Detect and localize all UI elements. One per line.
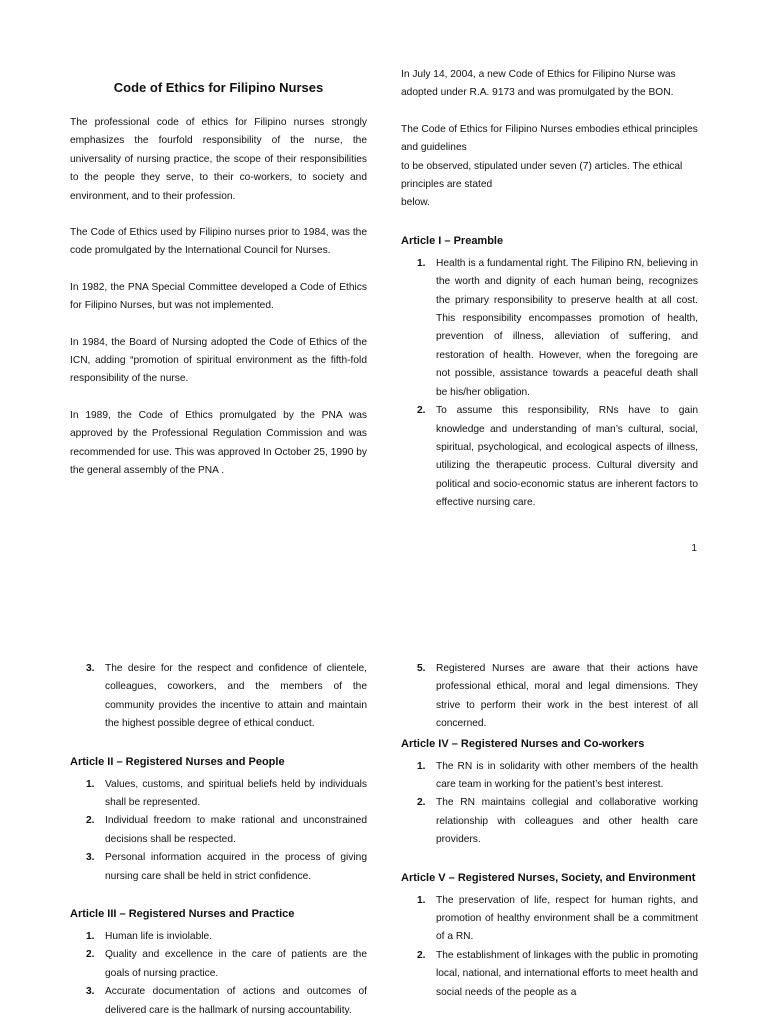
article-3-list xyxy=(70,928,367,1020)
list-item-text: The desire for the respect and confidence of clientele, colleagues, coworkers, and the members of the community provides the incentive to attain and maintain the highest possible degree of ethical conduct. xyxy=(105,663,367,730)
paragraph-embodies-line2: to be observed, stipulated under seven (7) articles. The ethical principles are stated xyxy=(401,160,683,191)
list-item-number: 5. xyxy=(417,663,426,674)
article-2-heading: Article II – Registered Nurses and People xyxy=(70,755,285,768)
list-item-text: To assume this responsibility, RNs have to gain knowledge and understanding of man’s cultural, social, spiritual, psychological, and ecological aspects of illness, utilizing the therapeutic process. Cultural diversity and political and socio-economic status are inherent factors to effective nursing care. xyxy=(436,405,698,509)
list-item-number: 3. xyxy=(86,986,95,998)
list-item xyxy=(70,983,367,1020)
list-item-text: The establishment of linkages with the public in promoting local, national, and international efforts to meet health and social needs of the people as a xyxy=(436,949,698,998)
list-item-text: Personal information acquired in the process of giving nursing care shall be held in strict confidence. xyxy=(105,852,367,882)
list-item-number: 1. xyxy=(417,760,426,772)
article-4-heading: Article IV – Registered Nurses and Co-workers xyxy=(401,737,645,750)
list-item xyxy=(401,758,698,795)
list-item-number: 2. xyxy=(86,815,95,827)
list-item xyxy=(70,849,367,886)
page2-left-column xyxy=(70,660,367,1020)
paragraph-pre-1984: The Code of Ethics used by Filipino nurses prior to 1984, was the code promulgated by the International Council for Nurses. xyxy=(70,227,367,257)
list-item xyxy=(401,892,698,947)
page-number: 1 xyxy=(691,543,697,554)
list-item xyxy=(401,947,698,1002)
list-item-text: Accurate documentation of actions and outcomes of delivered care is the hallmark of nursing accountability. xyxy=(105,986,367,1016)
list-item-number: 2. xyxy=(417,797,426,809)
list-item-text: Quality and excellence in the care of patients are the goals of nursing practice. xyxy=(105,949,367,979)
paragraph-embodies-line1: The Code of Ethics for Filipino Nurses embodies ethical principles and guidelines xyxy=(401,123,698,154)
list-item-text: The RN maintains collegial and collaborative working relationship with colleagues and other health care providers. xyxy=(436,797,698,846)
list-item-number: 3. xyxy=(86,852,95,864)
paragraph-intro: The professional code of ethics for Filipino nurses strongly emphasizes the fourfold responsibility of the nurse, the universality of nursing practice, the scope of their responsibilities to the people they serve, to their co-workers, to society and environment, and to their profession. xyxy=(70,117,367,202)
list-item-number: 2. xyxy=(417,405,426,417)
list-item-text: Values, customs, and spiritual beliefs held by individuals shall be represented. xyxy=(105,778,367,809)
list-item xyxy=(401,660,698,734)
list-item-number: 1. xyxy=(417,257,426,269)
list-item xyxy=(401,794,698,849)
list-item xyxy=(70,660,367,734)
document-title: Code of Ethics for Filipino Nurses xyxy=(113,80,324,95)
page1-right-column xyxy=(401,66,698,513)
article-1-continued-list xyxy=(70,660,367,734)
page2-right-column xyxy=(401,660,698,1002)
article-1-heading: Article I – Preamble xyxy=(401,234,504,247)
list-item xyxy=(70,946,367,983)
list-item-number: 1. xyxy=(417,894,426,906)
list-item-number: 2. xyxy=(86,949,95,961)
paragraph-1989: In 1989, the Code of Ethics promulgated by the PNA was approved by the Professional Regulation Commission and was recommended for use. This was approved In October 25, 1990 by the general assembly of the PNA . xyxy=(70,409,367,477)
paragraph-embodies-line3: below. xyxy=(401,197,430,209)
list-item xyxy=(401,255,698,402)
list-item-number: 1. xyxy=(86,931,95,943)
article-5-list xyxy=(401,892,698,1002)
list-item-text: Registered Nurses are aware that their actions have professional ethical, moral and legal dimensions. They strive to perform their work in the best interest of all concerned. xyxy=(436,663,698,730)
list-item-number: 3. xyxy=(86,663,95,674)
article-2-list xyxy=(70,776,367,886)
paragraph-1982: In 1982, the PNA Special Committee developed a Code of Ethics for Filipino Nurses, but was not implemented. xyxy=(70,281,367,312)
list-item xyxy=(401,402,698,512)
article-3-continued-list xyxy=(401,660,698,734)
list-item xyxy=(70,812,367,849)
article-4-list xyxy=(401,758,698,850)
list-item-text: The RN is in solidarity with other members of the health care team in working for the patient’s best interest. xyxy=(436,760,698,791)
paragraph-1984: In 1984, the Board of Nursing adopted the Code of Ethics of the ICN, adding “promotion of spiritual environment as the fifth-fold responsibility of the nurse. xyxy=(70,336,367,385)
list-item xyxy=(70,928,367,946)
list-item-text: Human life is inviolable. xyxy=(105,931,213,943)
list-item-text: Health is a fundamental right. The Filipino RN, believing in the worth and dignity of each human being, recognizes the primary responsibility to preserve health at all cost. This responsibility encompasses promotion of health, prevention of illness, alleviation of suffering, and restoration of health. However, when the foregoing are not possible, assistance towards a peaceful death shall be his/her obligation. xyxy=(436,257,698,398)
page1-left-column xyxy=(70,78,367,499)
list-item-text: Individual freedom to make rational and unconstrained decisions shall be respected. xyxy=(105,815,367,845)
article-5-heading: Article V – Registered Nurses, Society, and Environment xyxy=(401,871,696,884)
list-item-number: 2. xyxy=(417,949,426,961)
paragraph-2004: In July 14, 2004, a new Code of Ethics for Filipino Nurse was adopted under R.A. 9173 and was promulgated by the BON. xyxy=(401,69,676,99)
article-1-list xyxy=(401,255,698,513)
document-page-2 xyxy=(0,640,768,1024)
article-3-heading: Article III – Registered Nurses and Practice xyxy=(70,908,295,921)
list-item-text: The preservation of life, respect for human rights, and promotion of healthy environment shall be a commitment of a RN. xyxy=(436,894,698,943)
list-item-number: 1. xyxy=(86,778,95,790)
list-item xyxy=(70,776,367,813)
